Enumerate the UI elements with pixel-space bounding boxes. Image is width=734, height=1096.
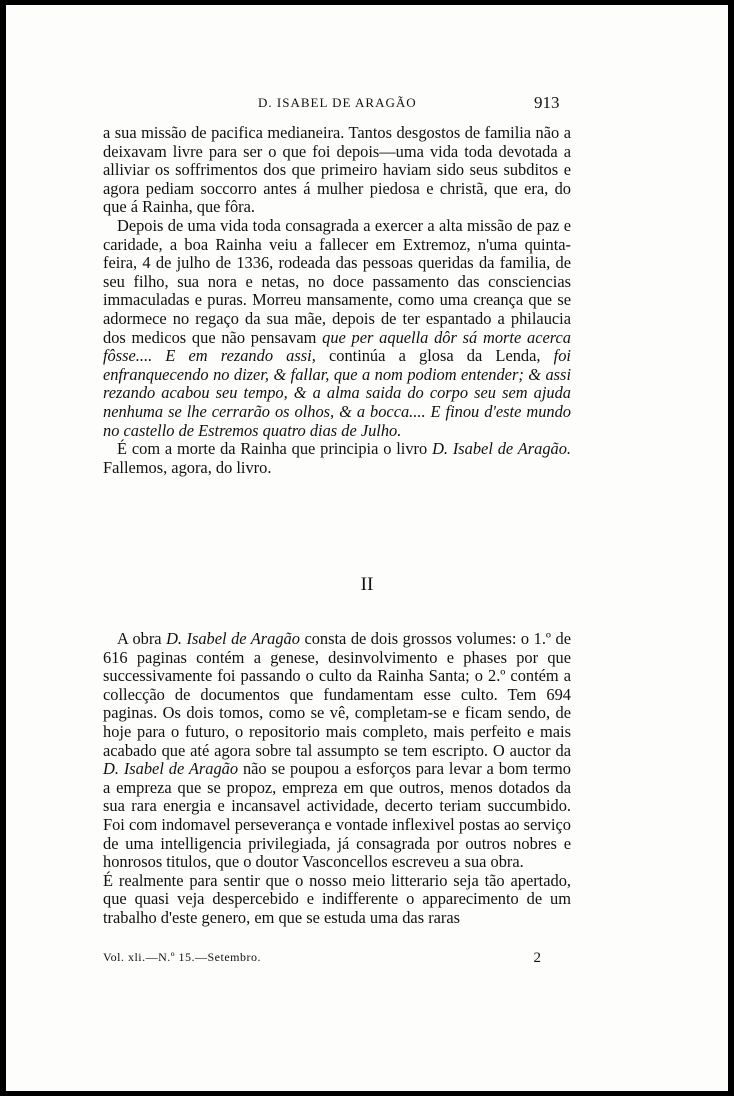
- book-title-italic: D. Isabel de Aragão: [103, 759, 239, 779]
- quote-italic: foi enfranquecendo no dizer, & fallar, que a nom podiom entender; & assi rezando acabou seu tempo, & a alma saida do corpo seu sem ajuda nenhuma se lhe cerrarão os olhos, & a bocca.... E finou d'este mundo no castello de Estremos quatro dias de Julho.: [103, 346, 571, 440]
- paragraph-text: Depois de uma vida toda consagrada a exercer a alta missão de paz e caridade, a boa Rainha veiu a fallecer em Extremoz, n'uma quinta-feira, 4 de julho de 1336, rodeada das pessoas queridas da familia, de seu filho, sua nora e netas, no doce passamento das consciencias immaculadas e puras. Morreu mansamente, como uma creança que se adormece no regaço da sua mãe, depois de ter espantado a philaucia dos medicos que não pensavam: [103, 215, 571, 347]
- paragraph-text: consta de dois grossos volumes: o 1.º de 616 paginas contém a genese, desinvolvimento e phases por que successivamente foi passando o culto da Rainha Santa; o 2.º contém a collecção de documentos que fundamentam esse culto. Tem 694 paginas. Os dois tomos, como se vê, completam-se e ficam sendo, de hoje para o futuro, o repositorio mais completo, mais perfeito e mais acabado que até agora sobre tal assumpto se tem escripto. O auctor da: [103, 629, 571, 760]
- running-head: [0, 93, 734, 117]
- volume-line: Vol. xli.—N.º 15.—Setembro.: [103, 950, 261, 964]
- paragraph: [103, 217, 571, 440]
- paragraph-text: É com a morte da Rainha que principia o livro: [117, 439, 428, 459]
- paragraph: [103, 440, 571, 477]
- section-numeral: II: [360, 574, 374, 595]
- paragraph: a sua missão de pacifica medianeira. Tantos desgostos de familia não a deixavam livre para ser o que foi depois—uma vida toda devotada a alliviar os soffrimentos dos que primeiro haviam sido seus subditos e agora pediam soccorro antes á mulher piedosa e christã, que era, do que á Rainha, que fôra.: [103, 123, 571, 217]
- paragraph-text: A obra: [117, 629, 162, 648]
- section-two-text: [103, 630, 571, 928]
- signature-mark: 2: [533, 950, 541, 966]
- page-footer: [103, 950, 571, 970]
- page-number: 913: [534, 93, 560, 112]
- paragraph: É realmente para sentir que o nosso meio litterario seja tão apertado, que quasi veja despercebido e indifferente o apparecimento de um trabalho d'este genero, em que se estuda uma das raras: [103, 870, 571, 927]
- paragraph-text: continúa a glosa da Lenda,: [328, 346, 541, 366]
- paragraph-text: não se poupou a esforços para levar a bom termo a empreza que se propoz, empreza em que outros, menos dotados da sua rara energia e incansavel actividade, decerto teriam succumbido. Foi com indomavel perseverança e vontade inflexivel postas ao serviço de uma intelligencia privilegiada, já consagrada por outros nobres e honrosos titulos, que o doutor Vasconcellos escreveu a sua obra.: [103, 759, 571, 872]
- section-one-text: [103, 124, 571, 477]
- paragraph-text: Fallemos, agora, do livro.: [103, 457, 272, 477]
- book-title-italic: D. Isabel de Aragão.: [432, 439, 571, 459]
- quote-italic: que per aquella dôr sá morte acerca fôsse.... E em rezando assi,: [103, 327, 571, 366]
- running-title: D. ISABEL DE ARAGÃO: [258, 95, 417, 110]
- paragraph: [103, 630, 571, 872]
- book-title-italic: D. Isabel de Aragão: [166, 629, 300, 648]
